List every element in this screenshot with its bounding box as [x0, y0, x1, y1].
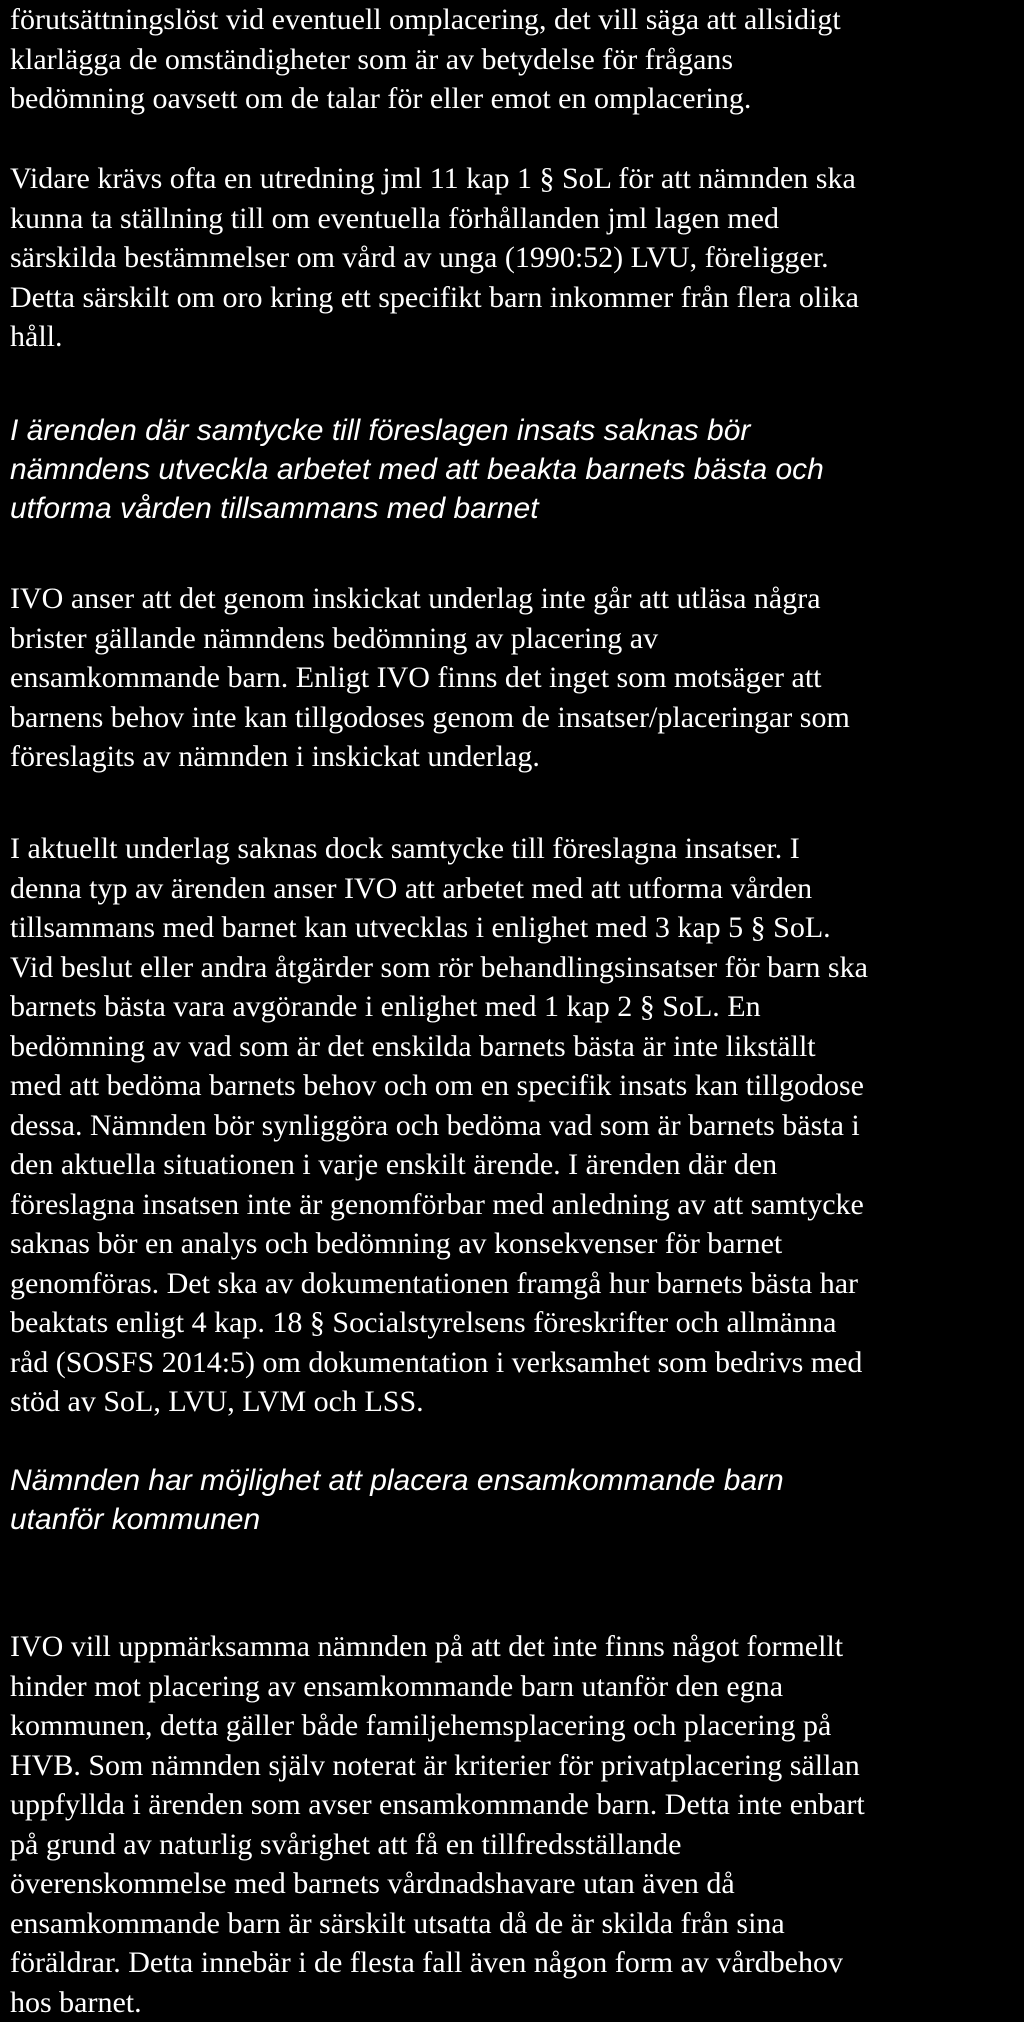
- text-line: barnens behov inte kan tillgodoses genom de insatser/placeringar som: [10, 698, 850, 738]
- text-line: beaktats enligt 4 kap. 18 § Socialstyrelsens föreskrifter och allmänna: [10, 1303, 868, 1343]
- paragraph-ivo-bedomning: [10, 579, 850, 777]
- text-line: föräldrar. Detta innebär i de flesta fall även någon form av vårdbehov: [10, 1943, 865, 1983]
- text-line: stöd av SoL, LVU, LVM och LSS.: [10, 1382, 868, 1422]
- text-line: HVB. Som nämnden själv noterat är kriterier för privatplacering sällan: [10, 1746, 865, 1786]
- text-line: klarlägga de omständigheter som är av betydelse för frågans: [10, 40, 841, 80]
- text-line: råd (SOSFS 2014:5) om dokumentation i verksamhet som bedrivs med: [10, 1343, 868, 1383]
- heading-line: nämndens utveckla arbetet med att beakta barnets bästa och: [10, 450, 824, 489]
- text-line: ensamkommande barn. Enligt IVO finns det inget som motsäger att: [10, 658, 850, 698]
- section-heading-samtycke: [10, 411, 824, 528]
- text-line: tillsammans med barnet kan utvecklas i enlighet med 3 kap 5 § SoL.: [10, 908, 868, 948]
- text-line: uppfyllda i ärenden som avser ensamkommande barn. Detta inte enbart: [10, 1785, 865, 1825]
- heading-line: utanför kommunen: [10, 1500, 784, 1539]
- text-line: I aktuellt underlag saknas dock samtycke till föreslagna insatser. I: [10, 829, 868, 869]
- text-line: bedömning av vad som är det enskilda barnets bästa är inte likställt: [10, 1027, 868, 1067]
- text-line: hinder mot placering av ensamkommande barn utanför den egna: [10, 1667, 865, 1707]
- text-line: denna typ av ärenden anser IVO att arbetet med att utforma vården: [10, 869, 868, 909]
- heading-line: utforma vården tillsammans med barnet: [10, 489, 824, 528]
- text-line: håll.: [10, 317, 859, 357]
- text-line: med att bedöma barnets behov och om en specifik insats kan tillgodose: [10, 1066, 868, 1106]
- paragraph-barnets-basta: [10, 829, 868, 1422]
- text-line: hos barnet.: [10, 1983, 865, 2022]
- text-line: brister gällande nämndens bedömning av placering av: [10, 619, 850, 659]
- text-line: överenskommelse med barnets vårdnadshavare utan även då: [10, 1864, 865, 1904]
- heading-line: Nämnden har möjlighet att placera ensamkommande barn: [10, 1461, 784, 1500]
- text-line: Vid beslut eller andra åtgärder som rör behandlingsinsatser för barn ska: [10, 948, 868, 988]
- text-line: barnets bästa vara avgörande i enlighet med 1 kap 2 § SoL. En: [10, 987, 868, 1027]
- text-line: kunna ta ställning till om eventuella förhållanden jml lagen med: [10, 199, 859, 239]
- text-line: ensamkommande barn är särskilt utsatta då de är skilda från sina: [10, 1904, 865, 1944]
- text-line: föreslagna insatsen inte är genomförbar med anledning av att samtycke: [10, 1185, 868, 1225]
- text-line: Vidare krävs ofta en utredning jml 11 kap 1 § SoL för att nämnden ska: [10, 159, 859, 199]
- text-line: IVO anser att det genom inskickat underlag inte går att utläsa några: [10, 579, 850, 619]
- section-heading-placering-utanfor: [10, 1461, 784, 1539]
- text-line: IVO vill uppmärksamma nämnden på att det inte finns något formellt: [10, 1627, 865, 1667]
- paragraph-utredning: [10, 159, 859, 357]
- text-line: på grund av naturlig svårighet att få en tillfredsställande: [10, 1825, 865, 1865]
- paragraph-omplacering: [10, 0, 841, 119]
- heading-line: I ärenden där samtycke till föreslagen insats saknas bör: [10, 411, 824, 450]
- text-line: föreslagits av nämnden i inskickat underlag.: [10, 737, 850, 777]
- text-line: kommunen, detta gäller både familjehemsplacering och placering på: [10, 1706, 865, 1746]
- text-line: bedömning oavsett om de talar för eller emot en omplacering.: [10, 79, 841, 119]
- text-line: den aktuella situationen i varje enskilt ärende. I ärenden där den: [10, 1145, 868, 1185]
- text-line: saknas bör en analys och bedömning av konsekvenser för barnet: [10, 1224, 868, 1264]
- text-line: genomföras. Det ska av dokumentationen framgå hur barnets bästa har: [10, 1264, 868, 1304]
- paragraph-ensamkommande: [10, 1627, 865, 2022]
- text-line: Detta särskilt om oro kring ett specifikt barn inkommer från flera olika: [10, 278, 859, 318]
- text-line: särskilda bestämmelser om vård av unga (1990:52) LVU, föreligger.: [10, 238, 859, 278]
- text-line: förutsättningslöst vid eventuell omplacering, det vill säga att allsidigt: [10, 0, 841, 40]
- text-line: dessa. Nämnden bör synliggöra och bedöma vad som är barnets bästa i: [10, 1106, 868, 1146]
